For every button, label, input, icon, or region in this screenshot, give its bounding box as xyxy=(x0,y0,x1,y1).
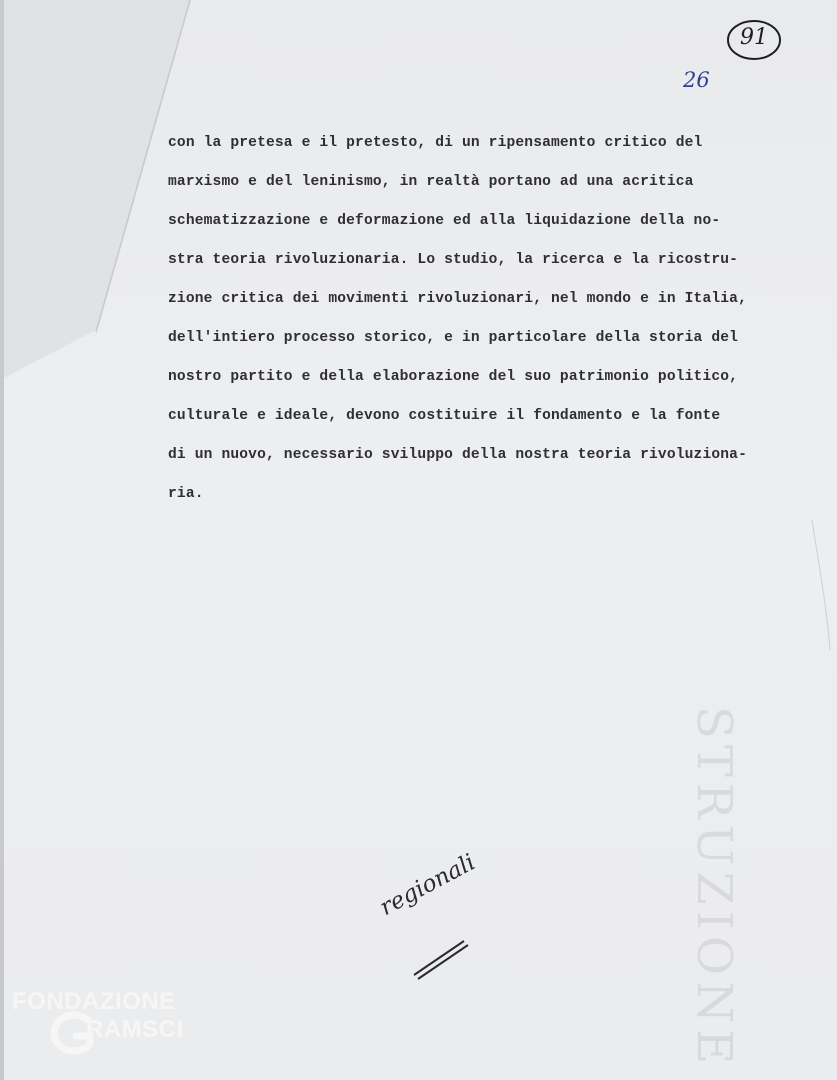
annotation-underline xyxy=(412,935,472,981)
text-line: schematizzazione e deformazione ed alla liquidazione della no- xyxy=(168,213,721,229)
text-line: stra teoria rivoluzionaria. Lo studio, la ricerca e la ricostru- xyxy=(168,252,739,268)
handwritten-annotation: regionali xyxy=(375,849,480,921)
text-line: culturale e ideale, devono costituire il fondamento e la fonte xyxy=(168,408,721,424)
archive-number: 91 xyxy=(740,25,768,50)
fondazione-gramsci-watermark xyxy=(8,986,218,1066)
text-line: di un nuovo, necessario sviluppo della nostra teoria rivoluziona- xyxy=(168,447,747,463)
text-line: marxismo e del leninismo, in realtà portano ad una acritica xyxy=(168,174,694,190)
watermark-line-1: FONDAZIONE xyxy=(12,988,176,1015)
text-line: zione critica dei movimenti rivoluzionari, nel mondo e in Italia, xyxy=(168,291,747,307)
watermark-line-2: RAMSCI xyxy=(86,1016,184,1043)
text-line: ria. xyxy=(168,486,204,502)
text-line: dell'intiero processo storico, e in particolare della storia del xyxy=(168,330,739,346)
bleed-through-stamp: STRUZIONE xyxy=(686,706,742,1071)
page-number: 26 xyxy=(683,68,710,92)
typed-body-text xyxy=(168,124,808,514)
text-line: nostro partito e della elaborazione del suo patrimonio politico, xyxy=(168,369,739,385)
archive-number-stamp xyxy=(726,18,782,62)
text-line: con la pretesa e il pretesto, di un ripensamento critico del xyxy=(168,135,703,151)
